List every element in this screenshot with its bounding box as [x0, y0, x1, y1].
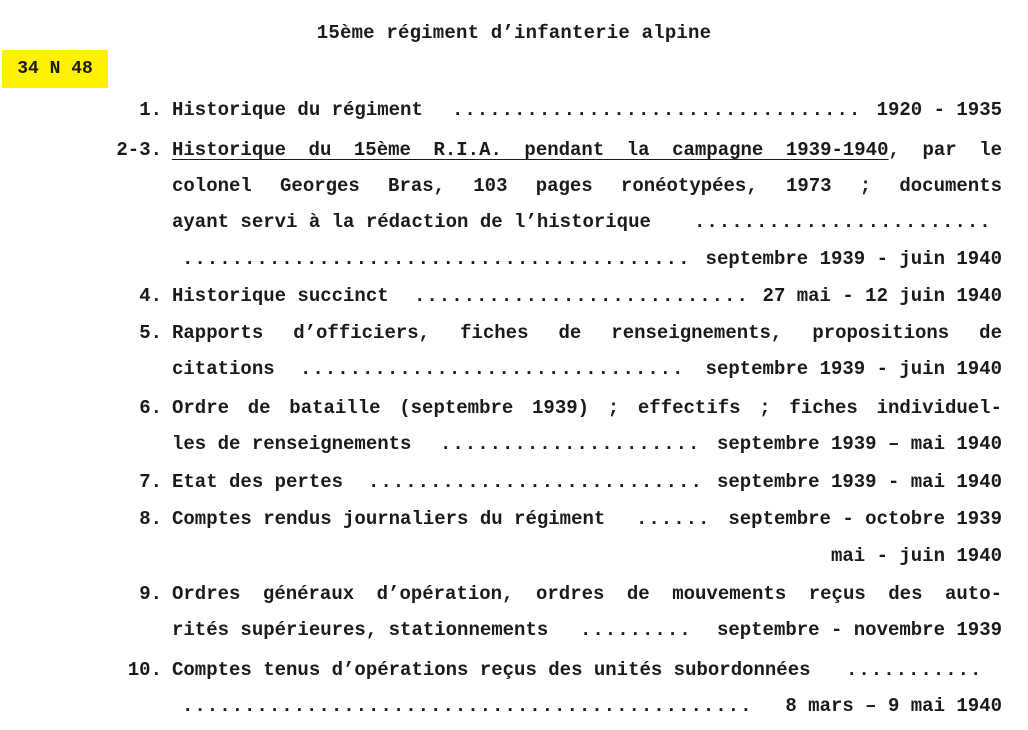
entry-7: [0, 468, 1028, 496]
entry-text: ayant servi à la rédaction de l’historique: [172, 211, 651, 233]
entry-text: Historique succinct: [172, 285, 389, 307]
entry-4: [0, 282, 1028, 310]
cote-badge: 34 N 48: [2, 50, 108, 88]
entry-text: , par le: [888, 139, 1002, 161]
entry-8: [0, 505, 1028, 533]
entry-date: septembre 1939 - juin 1940: [705, 248, 1002, 270]
entry-date: septembre 1939 - juin 1940: [705, 358, 1002, 380]
leader-dots: ..............................................: [182, 695, 753, 717]
entry-text: Rapports d’officiers, fiches de renseignements, propositions de: [172, 322, 1002, 344]
entry-date: 1920 - 1935: [876, 99, 1002, 121]
entry-9-line-2: [0, 616, 1028, 644]
leader-dots: ...........: [846, 659, 983, 681]
entry-5-line-1: [172, 319, 1002, 347]
entry-10: [0, 656, 1028, 684]
leader-dots: .........: [580, 619, 692, 641]
entry-date: septembre - octobre 1939: [728, 508, 1002, 530]
entry-number: 6.: [139, 397, 162, 419]
entry-text: Ordres généraux d’opération, ordres de mouvements reçus des auto-: [172, 583, 1002, 605]
entry-number: 9.: [139, 583, 162, 605]
leader-dots: ...........................: [414, 285, 749, 307]
entry-text: Etat des pertes: [172, 471, 344, 493]
entry-text: Comptes rendus journaliers du régiment: [172, 508, 606, 530]
entry-date: septembre - novembre 1939: [716, 619, 1002, 641]
leader-dots: ...........................: [368, 471, 703, 493]
entry-number: 8.: [139, 508, 162, 530]
entry-1: [0, 96, 1028, 124]
entry-text: Comptes tenus d’opérations reçus des unités subordonnées: [172, 659, 811, 681]
leader-dots: ......: [636, 508, 711, 530]
entry-text: Ordre de bataille (septembre 1939) ; effectifs ; fiches individuel-: [172, 397, 1002, 419]
leader-dots: .........................................: [182, 248, 691, 270]
entry-6-line-1: [172, 394, 1002, 422]
entry-2-3-line-1: [172, 136, 1002, 164]
entry-9-line-1: [172, 580, 1002, 608]
entry-number: 2-3.: [116, 139, 162, 161]
document-title: 15ème régiment d’infanterie alpine: [316, 22, 712, 44]
entry-text: Historique du régiment: [172, 99, 423, 121]
entry-2-3-line-2: [172, 172, 1002, 200]
entry-number: 1.: [139, 99, 162, 121]
entry-10-line-2: [0, 692, 1028, 720]
entry-title-underlined: Historique du 15ème R.I.A. pendant la campagne 1939-1940: [172, 139, 889, 161]
entry-text: citations: [172, 358, 275, 380]
entry-date: septembre 1939 - mai 1940: [716, 471, 1002, 493]
entry-text: les de renseignements: [172, 433, 412, 455]
entry-text: rités supérieures, stationnements: [172, 619, 549, 641]
entry-8-line-2: [0, 542, 1028, 570]
leader-dots: .....................: [440, 433, 701, 455]
entry-date: septembre 1939 – mai 1940: [716, 433, 1002, 455]
entry-number: 4.: [139, 285, 162, 307]
leader-dots: ...............................: [300, 358, 685, 380]
entry-6-line-2: [0, 430, 1028, 458]
entry-5-line-2: [0, 355, 1028, 383]
entry-2-3-line-4: [0, 245, 1028, 273]
entry-text: colonel Georges Bras, 103 pages ronéotypées, 1973 ; documents: [172, 175, 1002, 197]
entry-2-3-line-3: [0, 208, 1028, 236]
entry-date: 8 mars – 9 mai 1940: [785, 695, 1002, 717]
leader-dots: ........................: [694, 211, 992, 233]
entry-date: 27 mai - 12 juin 1940: [762, 285, 1002, 307]
entry-number: 5.: [139, 322, 162, 344]
entry-number: 7.: [139, 471, 162, 493]
entry-date-secondary: mai - juin 1940: [830, 545, 1002, 567]
leader-dots: .................................: [452, 99, 862, 121]
entry-number: 10.: [127, 659, 162, 681]
